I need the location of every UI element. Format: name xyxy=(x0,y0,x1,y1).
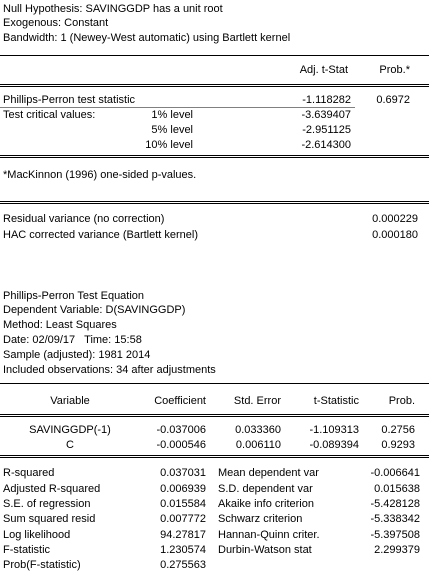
col-coefficient: Coefficient xyxy=(154,395,206,407)
level-5pct: 5% level xyxy=(151,124,193,136)
pp-stat-prob: 0.6972 xyxy=(376,94,410,106)
bandwidth-line: Bandwidth: 1 (Newey-West automatic) using Bartlett kernel xyxy=(3,32,291,44)
level-1pct-value: -3.639407 xyxy=(301,109,351,121)
stat-value-left: 94.27817 xyxy=(160,529,206,541)
stat-value-right: -5.428128 xyxy=(370,498,420,510)
stat-label-left: Prob(F-statistic) xyxy=(3,559,81,571)
coef-row-std-error: 0.006110 xyxy=(235,439,281,451)
coef-row-t-statistic: -1.109313 xyxy=(309,424,359,436)
divider xyxy=(0,383,429,384)
coef-row-coefficient: -0.000546 xyxy=(156,439,206,451)
coef-row-variable: C xyxy=(66,439,74,451)
divider xyxy=(0,55,429,56)
stat-value-left: 1.230574 xyxy=(160,544,206,556)
divider xyxy=(0,416,429,417)
stat-value-right: -5.338342 xyxy=(370,513,420,525)
stat-label-left: Sum squared resid xyxy=(3,513,96,525)
col-variable: Variable xyxy=(50,395,90,407)
residual-variance-label: Residual variance (no correction) xyxy=(3,213,165,225)
stat-value-left: 0.006939 xyxy=(160,483,206,495)
coef-row-t-statistic: -0.089394 xyxy=(309,439,359,451)
sample: Sample (adjusted): 1981 2014 xyxy=(3,349,151,361)
critical-values-label: Test critical values: xyxy=(3,109,96,121)
pp-stat-value: -1.118282 xyxy=(302,94,351,106)
col-prob: Prob.* xyxy=(379,64,410,76)
pp-stat-label: Phillips-Perron test statistic xyxy=(3,94,136,106)
included-observations: Included observations: 34 after adjustments xyxy=(3,364,216,376)
col-std-error: Std. Error xyxy=(233,395,281,407)
level-1pct: 1% level xyxy=(151,109,193,121)
stat-label-right: S.D. dependent var xyxy=(218,483,313,495)
stat-value-left: 0.015584 xyxy=(160,498,206,510)
date-time: Date: 02/09/17 Time: 15:58 xyxy=(3,334,142,346)
coef-row-std-error: 0.033360 xyxy=(235,424,281,436)
hac-variance-label: HAC corrected variance (Bartlett kernel) xyxy=(3,229,199,241)
level-5pct-value: -2.951125 xyxy=(302,124,351,136)
col-t-statistic: t-Statistic xyxy=(313,395,359,407)
divider xyxy=(0,201,429,202)
level-10pct: 10% level xyxy=(145,139,193,151)
stat-value-left: 0.037031 xyxy=(160,467,206,479)
stat-label-right: Mean dependent var xyxy=(218,467,319,479)
divider xyxy=(0,155,429,156)
stat-label-right: Akaike info criterion xyxy=(218,498,314,510)
divider xyxy=(0,86,429,87)
exogenous-line: Exogenous: Constant xyxy=(3,17,109,29)
stat-label-left: Log likelihood xyxy=(3,529,71,541)
col-prob: Prob. xyxy=(388,395,415,407)
divider xyxy=(0,414,429,415)
divider xyxy=(0,84,429,85)
stat-value-left: 0.007772 xyxy=(160,513,206,525)
divider xyxy=(0,107,355,108)
coef-row-prob: 0.9293 xyxy=(381,439,415,451)
stat-value-right: 2.299379 xyxy=(374,544,420,556)
stat-value-right: -0.006641 xyxy=(370,467,420,479)
coef-row-prob: 0.2756 xyxy=(381,424,415,436)
stat-label-left: S.E. of regression xyxy=(3,498,91,510)
divider xyxy=(0,455,429,456)
divider xyxy=(0,203,429,204)
null-hypothesis: Null Hypothesis: SAVINGGDP has a unit root xyxy=(3,3,223,15)
mackinnon-note: *MacKinnon (1996) one-sided p-values. xyxy=(3,169,197,181)
col-adj-tstat: Adj. t-Stat xyxy=(299,64,348,76)
divider xyxy=(0,157,429,158)
divider xyxy=(0,457,429,458)
stat-label-right: Hannan-Quinn criter. xyxy=(218,529,320,541)
coef-row-variable: SAVINGGDP(-1) xyxy=(29,424,111,436)
method: Method: Least Squares xyxy=(3,319,117,331)
stat-label-right: Schwarz criterion xyxy=(218,513,303,525)
stat-label-left: R-squared xyxy=(3,467,55,479)
stat-label-left: Adjusted R-squared xyxy=(3,483,101,495)
level-10pct-value: -2.614300 xyxy=(301,139,351,151)
equation-title: Phillips-Perron Test Equation xyxy=(3,290,145,302)
coef-row-coefficient: -0.037006 xyxy=(156,424,206,436)
stat-value-right: -5.397508 xyxy=(370,529,420,541)
stat-label-right: Durbin-Watson stat xyxy=(218,544,312,556)
stat-value-left: 0.275563 xyxy=(160,559,206,571)
stat-value-right: 0.015638 xyxy=(374,483,420,495)
hac-variance-value: 0.000180 xyxy=(372,229,418,241)
dependent-variable: Dependent Variable: D(SAVINGGDP) xyxy=(3,304,186,316)
residual-variance-value: 0.000229 xyxy=(372,213,418,225)
stat-label-left: F-statistic xyxy=(3,544,51,556)
